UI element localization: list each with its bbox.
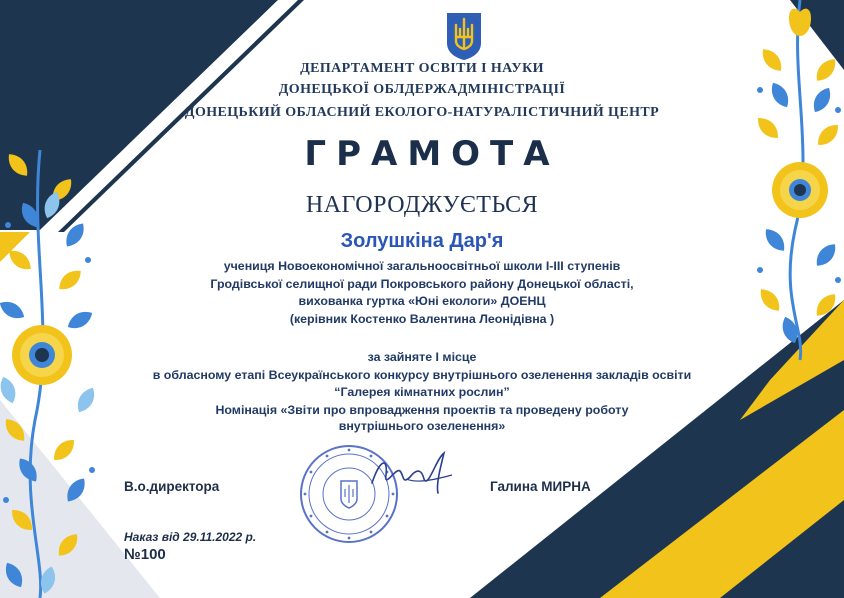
recipient-line-1: учениця Новоекономічної загальноосвітньої школи І-ІІІ ступенів <box>223 259 621 273</box>
coat-of-arms-icon <box>445 11 483 61</box>
header-line-3: ДОНЕЦЬКИЙ ОБЛАСНИЙ ЕКОЛОГО-НАТУРАЛІСТИЧНИЙ ЦЕНТР <box>184 105 660 120</box>
header-line-2: ДОНЕЦЬКОЇ ОБЛДЕРЖАДМІНІСТРАЦІЇ <box>278 82 566 97</box>
certificate-title: ГРАМОТА <box>304 134 560 174</box>
recipient-line-3: вихованка гуртка «Юні екологи» ДОЕНЦ <box>298 294 546 308</box>
achievement-line-4: Номінація «Звіти про впровадження проектів та проведену роботу <box>215 403 629 417</box>
signature-position: В.о.директора <box>124 479 220 494</box>
achievement-line-1: за зайняте І місце <box>367 350 477 364</box>
handwritten-signature <box>366 449 456 499</box>
achievement-line-3: “Галерея кімнатних рослин” <box>334 385 510 399</box>
header-line-1: ДЕПАРТАМЕНТ ОСВІТИ І НАУКИ <box>300 61 544 76</box>
recipient-line-4: (керівник Костенко Валентина Леонідівна ) <box>289 312 555 326</box>
signer-name: Галина МИРНА <box>490 479 591 494</box>
order-label: Наказ від 29.11.2022 р. <box>124 530 257 544</box>
recipient-name: Золушкіна Дар'я <box>340 230 504 252</box>
recipient-line-2: Гродівської селищної ради Покровського району Донецької області, <box>210 277 634 291</box>
achievement-line-5: внутрішнього озеленення» <box>338 419 506 433</box>
achievement-line-2: в обласному етапі Всеукраїнського конкурсу внутрішнього озеленення закладів освіти <box>152 368 692 382</box>
awarded-label: НАГОРОДЖУЄТЬСЯ <box>305 192 539 218</box>
order-number: №100 <box>124 546 166 563</box>
